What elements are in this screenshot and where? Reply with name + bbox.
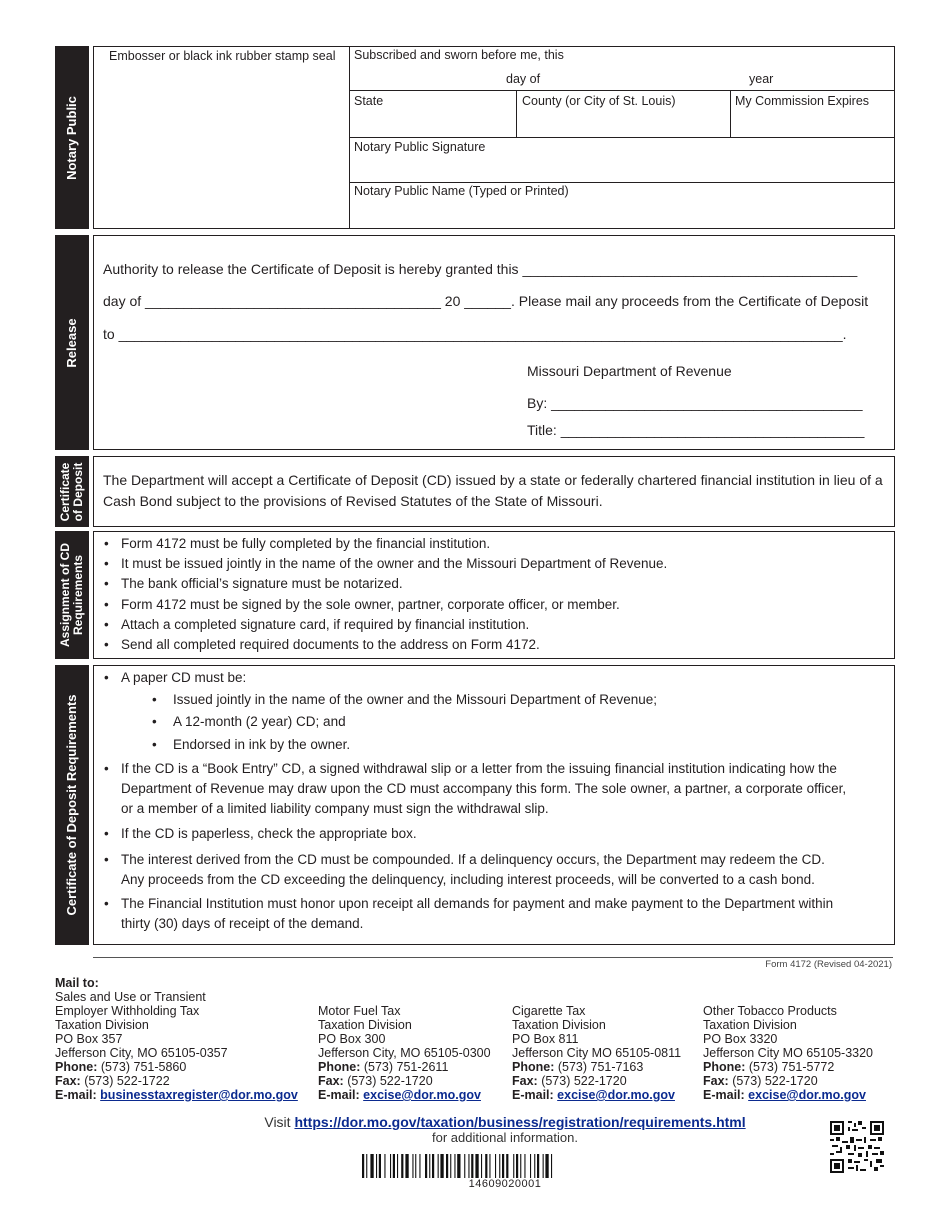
release-line-3[interactable]: to _____________________________________________________________________________________________. <box>103 326 847 342</box>
release-title-field[interactable]: Title: _______________________________________ <box>527 422 865 438</box>
footer-divider <box>93 957 893 958</box>
release-line-1[interactable]: Authority to release the Certificate of Deposit is hereby granted this ___________________________________________ <box>103 261 858 277</box>
cd-tab: Certificate of Deposit <box>55 456 89 527</box>
notary-tab: Notary Public <box>55 46 89 229</box>
list-item: • If the CD is a “Book Entry” CD, a signed withdrawal slip or a letter from the issuing financial institution indicating how the Department of Revenue may draw upon the CD must accompany this form. The sole owner, a partner, a corporate officer, or a member of a limited liability company must sign the withdrawal slip. <box>102 759 886 820</box>
notary-signature-field[interactable]: Notary Public Signature <box>354 140 486 154</box>
barcode-number: 14609020001 <box>468 1178 542 1190</box>
list-item: • Form 4172 must be fully completed by the financial institution. <box>102 534 667 554</box>
list-item: • The Financial Institution must honor upon receipt all demands for payment and make payment to the Department within thirty (30) days of receipt of the demand. <box>102 894 886 934</box>
email-link[interactable]: excise@dor.mo.gov <box>748 1088 866 1102</box>
cd-box <box>93 456 895 527</box>
form-id: Form 4172 (Revised 04-2021) <box>765 959 892 970</box>
notary-box <box>93 46 895 229</box>
requirements-tab: Certificate of Deposit Requirements <box>55 665 89 945</box>
mail-col-1: Mail to: Sales and Use or Transient Employer Withholding Tax Taxation Division PO Box 357 Jefferson City, MO 65105-0357 Phone: (573) 751-5860 Fax: (573) 522-1722 E-mail: businesstaxregister@dor.mo.gov <box>55 976 298 1102</box>
visit-block: Visit https://dor.mo.gov/taxation/business/registration/requirements.html for additional information. <box>264 1114 746 1145</box>
list-item: • Attach a completed signature card, if required by financial institution. <box>102 615 667 635</box>
list-item: • Form 4172 must be signed by the sole owner, partner, corporate officer, or member. <box>102 595 667 615</box>
list-item: • If the CD is paperless, check the appropriate box. <box>102 824 886 844</box>
assignment-list <box>102 534 667 655</box>
list-item: • Endorsed in ink by the owner. <box>150 735 886 755</box>
department-name: Missouri Department of Revenue <box>527 363 732 379</box>
notary-name-field[interactable]: Notary Public Name (Typed or Printed) <box>354 184 569 198</box>
barcode-icon <box>360 1154 650 1178</box>
mail-col-4: Other Tobacco Products Taxation Division PO Box 3320 Jefferson City MO 65105-3320 Phone: (573) 751-5772 Fax: (573) 522-1720 E-mail: excise@dor.mo.gov <box>703 1004 874 1102</box>
year-label: year <box>749 72 774 86</box>
list-item: • A paper CD must be: • Issued jointly in the name of the owner and the Missouri Department of Revenue; • A 12-month (2 year) CD; and • Endorsed in ink by the owner. <box>102 668 886 755</box>
requirements-list <box>102 668 886 934</box>
email-link[interactable]: excise@dor.mo.gov <box>363 1088 481 1102</box>
qr-code-icon <box>830 1121 884 1173</box>
list-item: • A 12-month (2 year) CD; and <box>150 712 886 732</box>
list-item: • The interest derived from the CD must be compounded. If a delinquency occurs, the Department may redeem the CD. Any proceeds from the CD exceeding the delinquency, including interest proceeds, will be converted to a cash bond. <box>102 850 886 890</box>
assignment-tab: Assignment of CD Requirements <box>55 531 89 659</box>
email-link[interactable]: excise@dor.mo.gov <box>557 1088 675 1102</box>
list-item: • Issued jointly in the name of the owner and the Missouri Department of Revenue; <box>150 690 886 710</box>
list-item: • It must be issued jointly in the name of the owner and the Missouri Department of Revenue. <box>102 554 667 574</box>
release-line-2[interactable]: day of ______________________________________ 20 ______. Please mail any proceeds from the Certificate of Deposit <box>103 293 869 309</box>
mail-heading: Mail to: <box>55 976 99 990</box>
cd-paragraph: The Department will accept a Certificate of Deposit (CD) issued by a state or federally chartered financial institution in lieu of a Cash Bond subject to the provisions of Revised Statutes of the State of Missouri. <box>103 472 883 509</box>
assignment-box <box>93 531 895 659</box>
assignment-section <box>55 531 895 659</box>
cd-section <box>55 456 895 527</box>
sworn-label: Subscribed and sworn before me, this <box>354 48 564 62</box>
state-field[interactable]: State <box>354 94 384 108</box>
commission-field[interactable]: My Commission Expires <box>735 94 870 108</box>
list-item: • The bank official’s signature must be notarized. <box>102 574 667 594</box>
requirements-link[interactable]: https://dor.mo.gov/taxation/business/registration/requirements.html <box>294 1114 746 1130</box>
mail-col-3: Cigarette Tax Taxation Division PO Box 811 Jefferson City MO 65105-0811 Phone: (573) 751-7163 Fax: (573) 522-1720 E-mail: excise@dor.mo.gov <box>512 1004 682 1102</box>
requirements-section <box>55 665 895 945</box>
release-by-field[interactable]: By: ________________________________________ <box>527 395 863 411</box>
mail-col-2: Motor Fuel Tax Taxation Division PO Box 300 Jefferson City, MO 65105-0300 Phone: (573) 751-2611 Fax: (573) 522-1720 E-mail: excise@dor.mo.gov <box>318 1004 491 1102</box>
release-box <box>93 235 895 450</box>
requirements-box <box>93 665 895 945</box>
email-link[interactable]: businesstaxregister@dor.mo.gov <box>100 1088 298 1102</box>
list-item: • Send all completed required documents to the address on Form 4172. <box>102 635 667 655</box>
day-of-label: day of <box>506 72 541 86</box>
seal-label: Embosser or black ink rubber stamp seal <box>109 49 336 63</box>
county-field[interactable]: County (or City of St. Louis) <box>522 94 676 108</box>
release-tab: Release <box>55 235 89 450</box>
release-section <box>55 235 895 450</box>
notary-section <box>55 46 895 229</box>
